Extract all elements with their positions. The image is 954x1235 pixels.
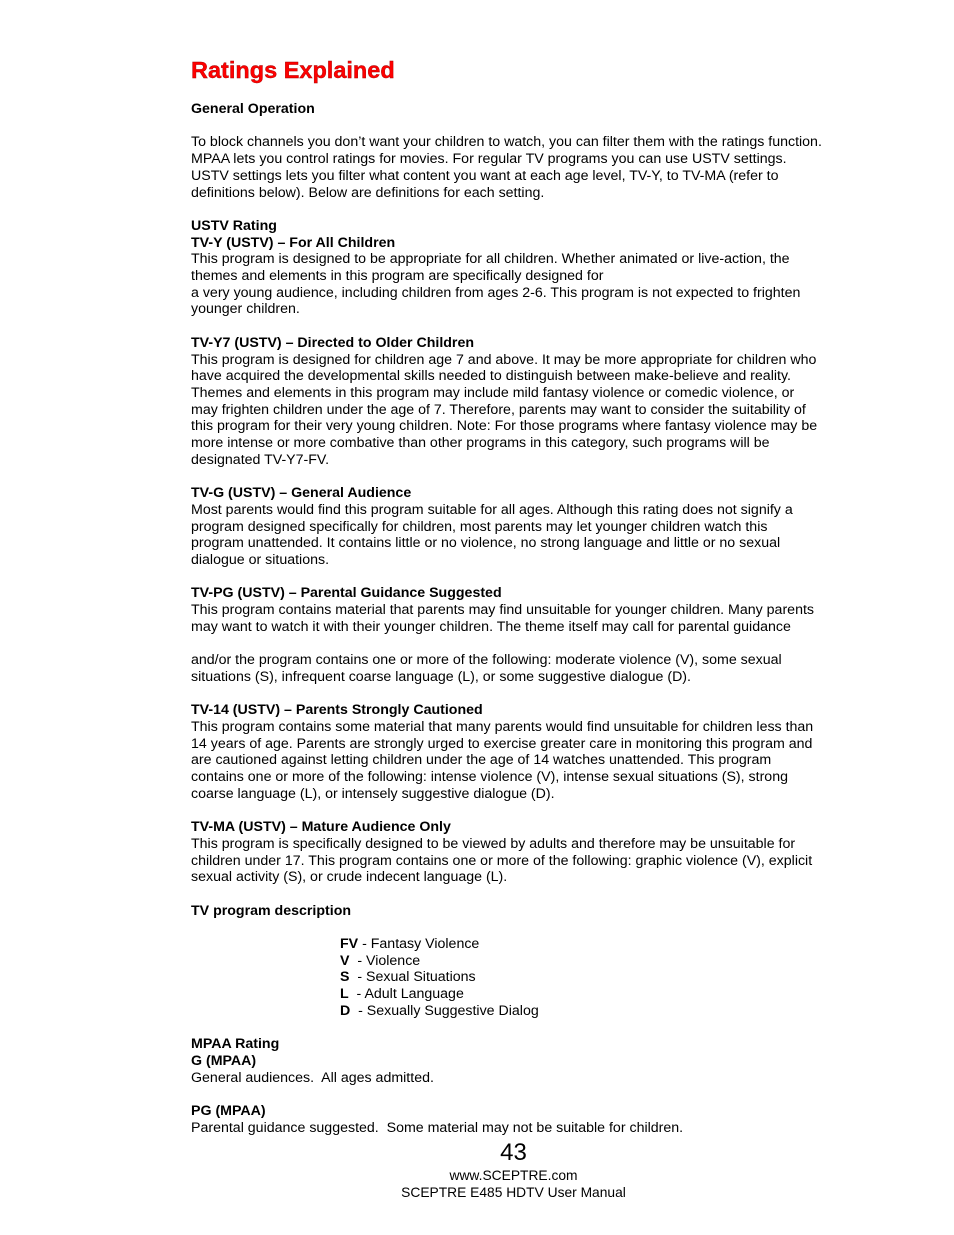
content-code-list (340, 936, 851, 1020)
text-line: definitions below). Below are definitions for each setting. (191, 184, 545, 201)
text-line: program designed specifically for children, most parents may let younger children watch this (191, 518, 768, 535)
footer-manual-name: SCEPTRE E485 HDTV User Manual (401, 1185, 626, 1200)
text-line: sexual activity (S), or crude indecent language (L). (191, 869, 508, 886)
text-line: and/or the program contains one or more of the following: moderate violence (V), some sexual (191, 652, 782, 669)
tv-pg-heading: TV-PG (USTV) – Parental Guidance Suggested (191, 585, 502, 602)
general-operation-heading: General Operation (191, 101, 315, 117)
content-code-meaning: - Adult Language (348, 986, 464, 1003)
page-body (191, 101, 851, 1136)
tv-pg-text (191, 602, 851, 686)
content-code-meaning: - Sexually Suggestive Dialog (350, 1002, 539, 1019)
text-line: more intense or more combative than other programs in this category, such programs will be (191, 435, 770, 452)
content-code-item (340, 986, 851, 1003)
mpaa-g-text: General audiences. All ages admitted. (191, 1069, 434, 1086)
text-line: contains one or more of the following: intense violence (V), intense sexual situations (S), strong (191, 769, 788, 786)
program-description-heading: TV program description (191, 902, 352, 919)
text-line: have acquired the developmental skills needed to distinguish between make-believe and reality. (191, 368, 791, 385)
text-line: themes and elements in this program are specifically designed for (191, 268, 604, 284)
text-line: Themes and elements in this program may include mild fantasy violence or comedic violence, or (191, 384, 795, 401)
text-line: situations (S), infrequent coarse language (L), or some suggestive dialogue (D). (191, 668, 691, 685)
mpaa-g-heading: G (MPAA) (191, 1052, 257, 1069)
text-line: This program is designed to be appropriate for all children. Whether animated or live-action, the (191, 251, 790, 268)
text-line: a very young audience, including children from ages 2-6. This program is not expected to frighten (191, 284, 801, 301)
text-line: USTV settings lets you filter what content you want at each age level, TV-Y, to TV-MA (refer to (191, 167, 779, 184)
tv-ma-heading: TV-MA (USTV) – Mature Audience Only (191, 819, 451, 836)
page-number: 43 (500, 1139, 527, 1166)
text-line: To block channels you don’t want your children to watch, you can filter them with the ratings function. (191, 134, 822, 151)
text-line: This program contains material that parents may find unsuitable for younger children. Many parents (191, 602, 814, 619)
content-code-item (340, 969, 851, 986)
text-line: coarse language (L), or intensely suggestive dialogue (D). (191, 785, 555, 802)
content-code: V (340, 952, 350, 969)
mpaa-rating-heading: MPAA Rating (191, 1036, 280, 1053)
text-line: This program is designed for children age 7 and above. It may be more appropriate for children who (191, 351, 817, 368)
tv-g-heading: TV-G (USTV) – General Audience (191, 485, 412, 502)
footer-website: www.SCEPTRE.com (449, 1168, 578, 1183)
content-code-meaning: - Sexual Situations (349, 969, 476, 986)
tv-y-text (191, 251, 851, 318)
text-line: younger children. (191, 301, 300, 318)
content-code: L (340, 986, 349, 1003)
content-code-meaning: - Fantasy Violence (358, 936, 480, 952)
text-line: program unattended. It contains little or no violence, no strong language and little or no sexual (191, 535, 781, 552)
content-code: S (340, 969, 350, 986)
text-line: may frighten children under the age of 7. Therefore, parents may want to consider the suitability of (191, 401, 806, 418)
text-line: designated TV-Y7-FV. (191, 451, 330, 468)
content-code: D (340, 1002, 351, 1019)
text-line: children under 17. This program contains one or more of the following: graphic violence (V), explicit (191, 852, 813, 869)
text-line: Most parents would find this program suitable for all ages. Although this rating does not signify a (191, 501, 793, 518)
mpaa-pg-text: Parental guidance suggested. Some material may not be suitable for children. (191, 1119, 684, 1136)
text-line: MPAA lets you control ratings for movies. For regular TV programs you can use USTV settings. (191, 151, 787, 168)
tv-14-text (191, 719, 851, 803)
text-line: dialogue or situations. (191, 551, 330, 568)
content-code-item (340, 953, 851, 970)
tv-ma-text (191, 836, 851, 886)
mpaa-pg-heading: PG (MPAA) (191, 1103, 266, 1119)
ustv-rating-heading: USTV Rating (191, 217, 277, 234)
text-line: are cautioned against letting children under the age of 14 watches unattended. This program (191, 752, 772, 769)
content-code-meaning: - Violence (349, 952, 421, 969)
text-line: This program is specifically designed to be viewed by adults and therefore may be unsuitable for (191, 835, 796, 852)
tv-14-heading: TV-14 (USTV) – Parents Strongly Cautioned (191, 702, 483, 719)
text-line: may want to watch it with their younger children. The theme itself may call for parental guidance (191, 618, 791, 635)
text-line: this program for their very young children. Note: For those programs where fantasy violence may be (191, 418, 818, 435)
text-line: This program contains some material that many parents would find unsuitable for children less than (191, 718, 814, 735)
tv-g-text (191, 502, 851, 569)
content-code-item (340, 936, 851, 953)
page-title: Ratings Explained (191, 57, 395, 83)
content-code: FV (340, 936, 359, 952)
content-code-item (340, 1003, 851, 1020)
tv-y7-text (191, 352, 851, 469)
general-operation-text (191, 134, 851, 201)
tv-y-heading: TV-Y (USTV) – For All Children (191, 234, 396, 251)
text-line: 14 years of age. Parents are strongly urged to exercise greater care in monitoring this program and (191, 735, 813, 752)
tv-y7-heading: TV-Y7 (USTV) – Directed to Older Children (191, 334, 475, 351)
